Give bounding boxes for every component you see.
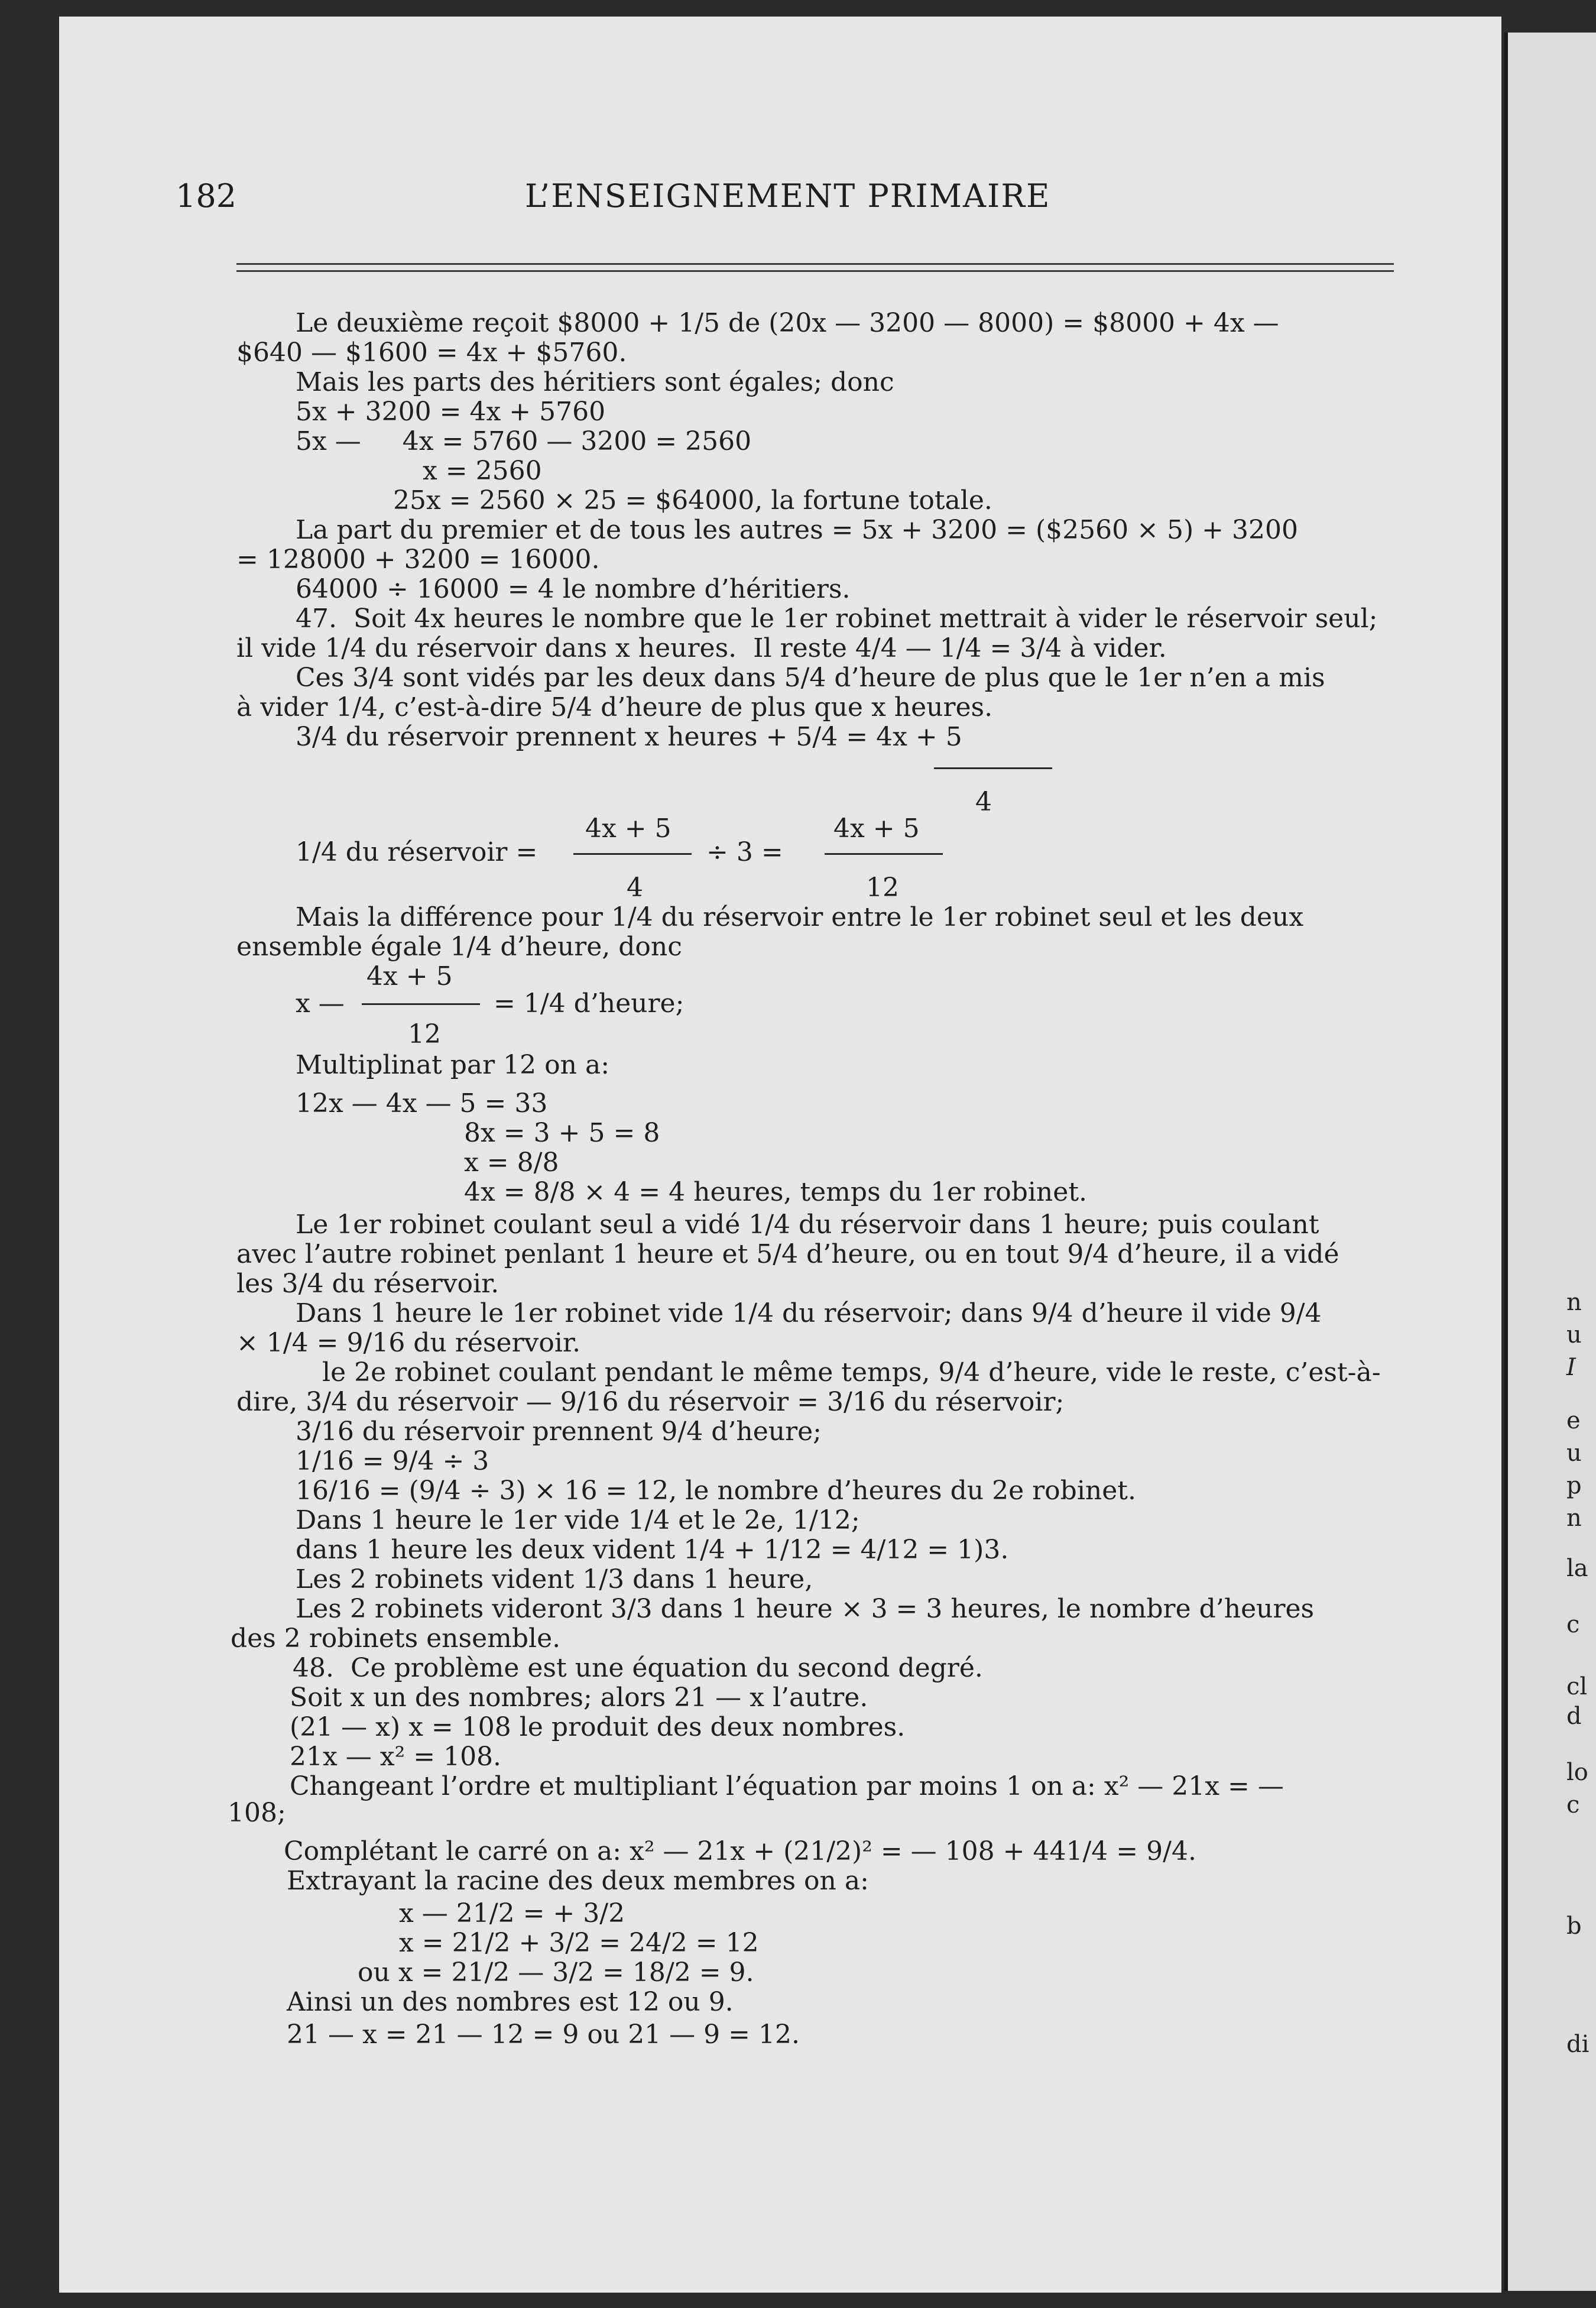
text-line: dire, 3/4 du réservoir — 9/16 du réservoir = 3/16 du réservoir; (236, 1387, 1065, 1417)
edge-fragment: u (1566, 1321, 1582, 1349)
edge-fragment: di (1566, 2031, 1589, 2058)
text-line: 3/4 du réservoir prennent x heures + 5/4 = 4x + 5 (296, 722, 962, 752)
text-line: x — (296, 988, 345, 1019)
edge-fragment: n (1566, 1505, 1582, 1532)
edge-fragment: d (1566, 1703, 1582, 1730)
text-line: 64000 ÷ 16000 = 4 le nombre d’héritiers. (296, 574, 851, 604)
text-line: Soit x un des nombres; alors 21 — x l’autre. (290, 1683, 868, 1713)
text-line: 1/4 du réservoir = (296, 837, 538, 867)
text-line: 48. Ce problème est une équation du second degré. (293, 1653, 983, 1683)
fraction-bar (825, 853, 943, 855)
text-line: Les 2 robinets videront 3/3 dans 1 heure × 3 = 3 heures, le nombre d’heures (296, 1594, 1315, 1624)
text-line: Ainsi un des nombres est 12 ou 9. (287, 1987, 734, 2017)
text-line: 16/16 = (9/4 ÷ 3) × 16 = 12, le nombre d’heures du 2e robinet. (296, 1476, 1136, 1506)
fraction-numerator: 4x + 5 (585, 813, 672, 844)
edge-fragment: b (1566, 1912, 1582, 1940)
text-line: les 3/4 du réservoir. (236, 1269, 499, 1299)
facing-page-edge (1504, 33, 1596, 2291)
page-number: 182 (176, 177, 237, 215)
text-line: 108; (228, 1798, 286, 1828)
text-line: x = 8/8 (464, 1147, 559, 1178)
text-line: 25x = 2560 × 25 = $64000, la fortune totale. (393, 485, 992, 516)
text-line: 1/16 = 9/4 ÷ 3 (296, 1446, 489, 1476)
edge-fragment: c (1566, 1791, 1580, 1818)
text-line: 5x + 3200 = 4x + 5760 (296, 397, 606, 427)
text-line: ensemble égale 1/4 d’heure, donc (236, 932, 682, 962)
text-line: 8x = 3 + 5 = 8 (464, 1118, 660, 1148)
running-title: L’ENSEIGNEMENT PRIMAIRE (525, 177, 1051, 215)
text-line: Extrayant la racine des deux membres on a: (287, 1866, 869, 1896)
text-line: 12x — 4x — 5 = 33 (296, 1088, 548, 1119)
text-line: (21 — x) x = 108 le produit des deux nombres. (290, 1712, 906, 1742)
text-line: = 128000 + 3200 = 16000. (236, 544, 600, 575)
text-line: 4x = 8/8 × 4 = 4 heures, temps du 1er robinet. (464, 1177, 1087, 1207)
text-line: x = 21/2 + 3/2 = 24/2 = 12 (399, 1928, 759, 1958)
text-line: 47. Soit 4x heures le nombre que le 1er robinet mettrait à vider le réservoir seul; (296, 604, 1378, 634)
fraction-denominator: 12 (408, 1019, 441, 1049)
text-line: x = 2560 (423, 456, 542, 486)
text-line: Dans 1 heure le 1er robinet vide 1/4 du réservoir; dans 9/4 d’heure il vide 9/4 (296, 1298, 1322, 1328)
text-line: Mais les parts des héritiers sont égales; donc (296, 367, 894, 397)
header-rule (236, 270, 1394, 272)
text-line: avec l’autre robinet penlant 1 heure et 5/4 d’heure, ou en tout 9/4 d’heure, il a vidé (236, 1239, 1339, 1269)
text-line: Ces 3/4 sont vidés par les deux dans 5/4 d’heure de plus que le 1er n’en a mis (296, 663, 1325, 693)
text-line: le 2e robinet coulant pendant le même temps, 9/4 d’heure, vide le reste, c’est-à- (322, 1357, 1381, 1388)
fraction-denominator: 4 (627, 873, 643, 903)
text-line: $640 — $1600 = 4x + $5760. (236, 338, 627, 368)
text-line: ÷ 3 = (706, 837, 783, 867)
text-line: Dans 1 heure le 1er vide 1/4 et le 2e, 1/12; (296, 1505, 860, 1535)
text-line: La part du premier et de tous les autres = 5x + 3200 = ($2560 × 5) + 3200 (296, 515, 1298, 545)
text-line: Multiplinat par 12 on a: (296, 1050, 610, 1080)
fraction-bar (934, 767, 1052, 769)
text-line: Changeant l’ordre et multipliant l’équation par moins 1 on a: x² — 21x = — (290, 1771, 1284, 1801)
header-rule (236, 263, 1394, 265)
fraction-bar (362, 1003, 480, 1005)
text-line: 3/16 du réservoir prennent 9/4 d’heure; (296, 1416, 822, 1447)
text-line: Le deuxième reçoit $8000 + 1/5 de (20x — 3200 — 8000) = $8000 + 4x — (296, 308, 1279, 338)
fraction-bar (573, 853, 692, 855)
edge-fragment: la (1566, 1555, 1588, 1582)
text-line: il vide 1/4 du réservoir dans x heures. Il reste 4/4 — 1/4 = 3/4 à vider. (236, 633, 1167, 663)
text-line: 5x — 4x = 5760 — 3200 = 2560 (296, 426, 752, 456)
fraction-denominator: 4 (975, 787, 992, 817)
text-line: 21 — x = 21 — 12 = 9 ou 21 — 9 = 12. (287, 2020, 800, 2050)
edge-fragment: n (1566, 1289, 1582, 1316)
text-line: des 2 robinets ensemble. (231, 1623, 561, 1654)
edge-fragment: lo (1566, 1759, 1588, 1786)
text-line: Les 2 robinets vident 1/3 dans 1 heure, (296, 1564, 813, 1594)
edge-fragment: u (1566, 1440, 1582, 1467)
text-line: = 1/4 d’heure; (494, 988, 685, 1019)
text-line: Complétant le carré on a: x² — 21x + (21/2)² = — 108 + 441/4 = 9/4. (284, 1836, 1196, 1866)
text-line: à vider 1/4, c’est-à-dire 5/4 d’heure de plus que x heures. (236, 692, 993, 722)
edge-fragment: c (1566, 1611, 1580, 1638)
text-line: Mais la différence pour 1/4 du réservoir entre le 1er robinet seul et les deux (296, 902, 1304, 932)
fraction-numerator: 4x + 5 (366, 961, 453, 991)
text-line: Le 1er robinet coulant seul a vidé 1/4 du réservoir dans 1 heure; puis coulant (296, 1210, 1319, 1240)
text-line: dans 1 heure les deux vident 1/4 + 1/12 = 4/12 = 1)3. (296, 1535, 1009, 1565)
text-line: x — 21/2 = + 3/2 (399, 1898, 625, 1928)
edge-fragment: p (1566, 1472, 1582, 1499)
edge-fragment: e (1566, 1407, 1581, 1434)
text-line: 21x — x² = 108. (290, 1742, 502, 1772)
fraction-denominator: 12 (866, 873, 899, 903)
fraction-numerator: 4x + 5 (833, 813, 920, 844)
text-line: × 1/4 = 9/16 du réservoir. (236, 1328, 581, 1358)
text-line: ou x = 21/2 — 3/2 = 18/2 = 9. (358, 1957, 754, 1988)
edge-fragment: I (1566, 1354, 1576, 1381)
edge-fragment: cl (1566, 1673, 1588, 1700)
